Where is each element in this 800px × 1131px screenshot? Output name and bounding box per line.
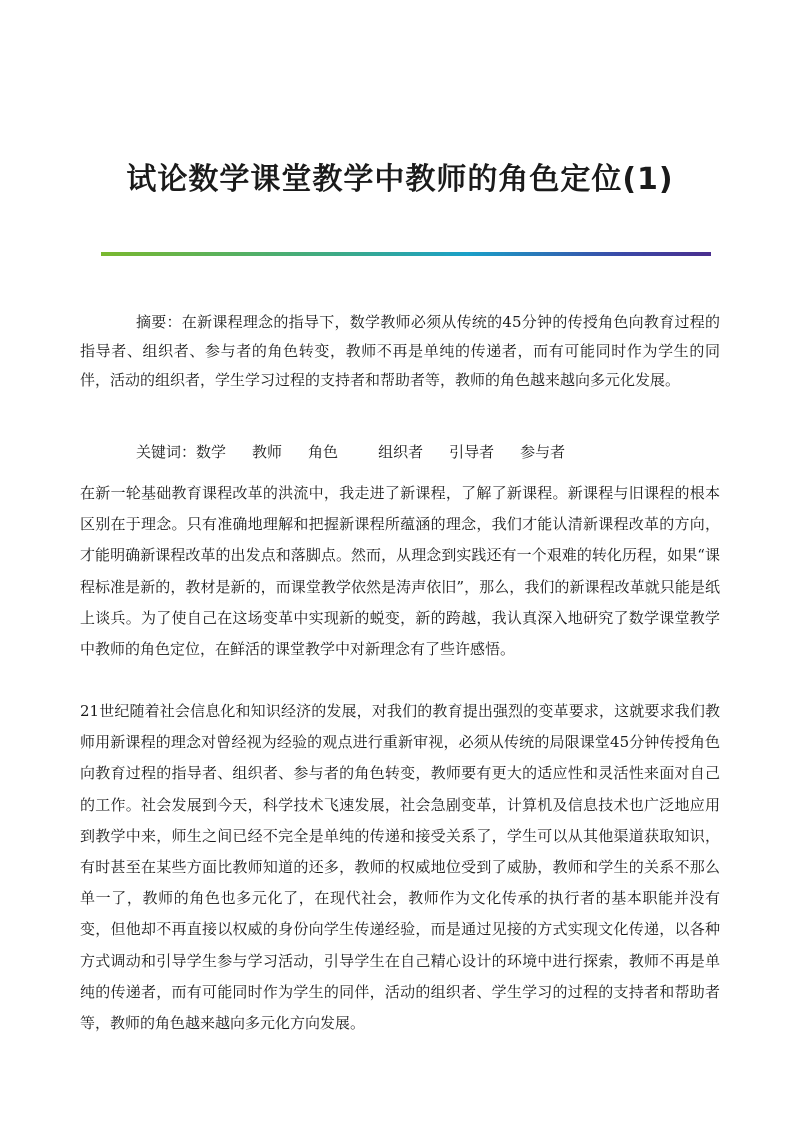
keyword: 组织者	[378, 443, 424, 461]
keyword: 数学	[196, 443, 227, 461]
keywords-label: 关键词：	[136, 443, 197, 461]
document-title: 试论数学课堂教学中教师的角色定位(1)	[126, 162, 674, 197]
keyword: 教师	[252, 443, 283, 461]
body-paragraph: 21世纪随着社会信息化和知识经济的发展，对我们的教育提出强烈的变革要求，这就要求我们教师用新课程的理念对曾经视为经验的观点进行重新审视，必须从传统的局限课堂45分钟传授角色向教育过程的指导者、组织者、参与者的角色转变，教师要有更大的适应性和灵活性来面对自己的工作。社会发展到今天，科学技术飞速发展，社会急剧变革，计算机及信息技术也广泛地应用到教学中来，师生之间已经不完全是单纯的传递和接受关系了，学生可以从其他渠道获取知识，有时甚至在某些方面比教师知道的还多，教师的权威地位受到了威胁，教师和学生的关系不那么单一了，教师的角色也多元化了，在现代社会，教师作为文化传承的执行者的基本职能并没有变，但他却不再直接以权威的身份向学生传递经验，而是通过见接的方式实现文化传递，以各种方式调动和引导学生参与学习活动，引导学生在自己精心设计的环境中进行探索，教师不再是单纯的传递者，而有可能同时作为学生的同伴，活动的组织者、学生学习的过程的支持者和帮助者等，教师的角色越来越向多元化方向发展。	[80, 702, 720, 1033]
keywords-line	[136, 438, 736, 467]
body-paragraph: 在新一轮基础教育课程改革的洪流中，我走进了新课程，了解了新课程。新课程与旧课程的根本区别在于理念。只有准确地理解和把握新课程所蕴涵的理念，我们才能认清新课程改革的方向，才能明确新课程改革的出发点和落脚点。然而，从理念到实践还有一个艰难的转化历程，如果“课程标准是新的，教材是新的，而课堂教学依然是涛声依旧”，那么，我们的新课程改革就只能是纸上谈兵。为了使自己在这场变革中实现新的蜕变，新的跨越，我认真深入地研究了数学课堂教学中教师的角色定位，在鲜活的课堂教学中对新理念有了些许感悟。	[80, 484, 720, 659]
keyword: 角色	[308, 443, 339, 461]
abstract-paragraph: 摘要：在新课程理念的指导下，数学教师必须从传统的45分钟的传授角色向教育过程的指导者、组织者、参与者的角色转变，教师不再是单纯的传递者，而有可能同时作为学生的同伴，活动的组织者，学生学习过程的支持者和帮助者等，教师的角色越来越向多元化发展。	[80, 313, 720, 390]
keyword: 参与者	[520, 443, 566, 461]
keyword: 引导者	[449, 443, 495, 461]
title-divider	[101, 252, 711, 256]
